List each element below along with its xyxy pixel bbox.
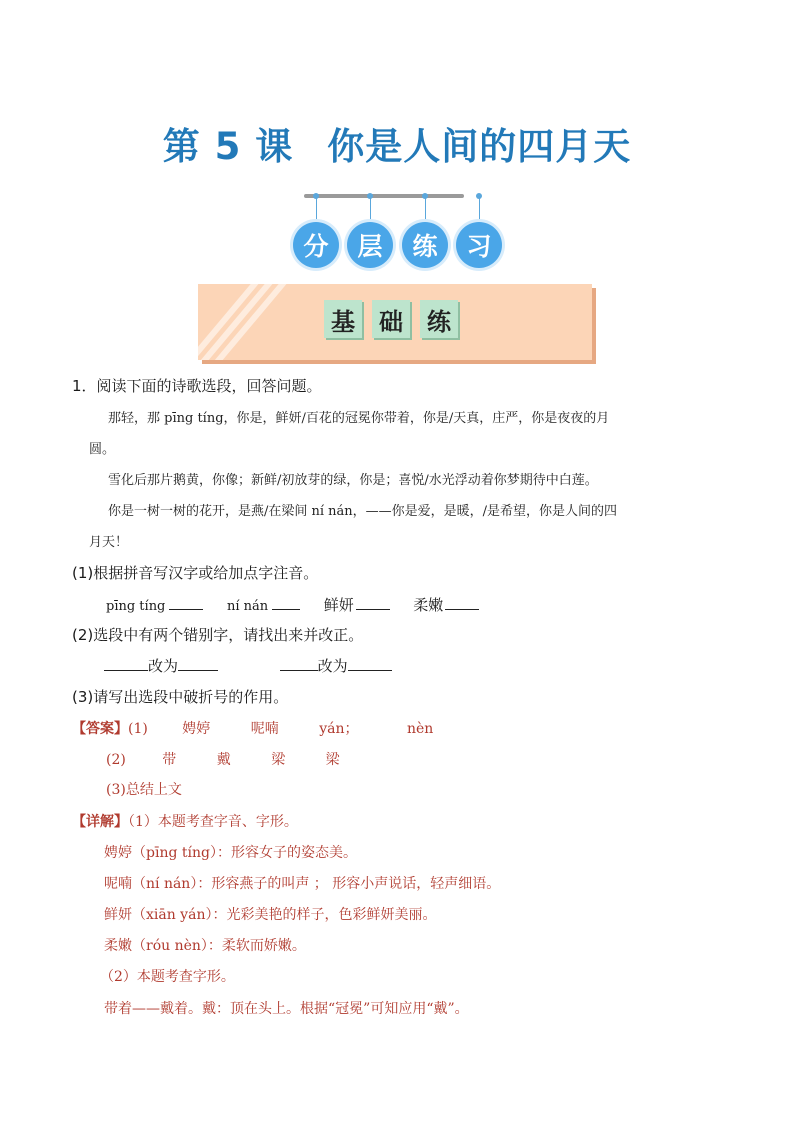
tab-circle: 习 <box>456 222 502 268</box>
explain-item: 娉婷（pīng tíng）：形容女子的姿态美。 <box>104 845 357 861</box>
page-title <box>0 116 794 170</box>
hanger-string <box>370 198 371 222</box>
answer-blank[interactable] <box>445 595 479 610</box>
poem-line: 雪化后那片鹅黄，你像；新鲜/初放芽的绿，你是；喜悦/水光浮动着你梦期待中白莲。 <box>108 473 598 488</box>
subquestion-2: (2)选段中有两个错别字，请找出来并改正。 <box>72 626 364 644</box>
answer-row-1: 【答案】(1) 娉婷 呢喃 yán； nèn <box>72 721 434 737</box>
hanger-string <box>479 198 480 222</box>
answer-blank[interactable] <box>348 656 392 671</box>
answer-blank[interactable] <box>356 595 390 610</box>
explain-item: 鲜妍（xiān yán）：光彩美艳的样子，色彩鲜妍美丽。 <box>104 907 437 923</box>
hanger-string <box>425 198 426 222</box>
tab-circle: 分 <box>293 222 339 268</box>
question-stem: 1．阅读下面的诗歌选段，回答问题。 <box>72 377 322 395</box>
poem-line: 你是一树一树的花开，是燕/在梁间 ní nán，——你是爱，是暖，/是希望，你是人间的四 <box>108 504 618 519</box>
answer-blank[interactable] <box>178 656 218 671</box>
section-char: 基 <box>324 300 362 338</box>
answer-blank[interactable] <box>169 595 203 610</box>
hanger-bar <box>304 194 464 198</box>
explain-item: 呢喃（ní nán）：形容燕子的叫声 ； 形容小声说话，轻声细语。 <box>104 876 501 892</box>
section-char: 础 <box>372 300 410 338</box>
hanger-string <box>316 198 317 222</box>
answer-blank[interactable] <box>104 656 148 671</box>
correction-row: 改为 改为 <box>104 655 392 676</box>
subquestion-1: (1)根据拼音写汉字或给加点字注音。 <box>72 564 319 582</box>
answer-blank[interactable] <box>272 595 300 610</box>
explain-intro: 【详解】（1）本题考查字音、字形。 <box>72 814 298 830</box>
answer-blank[interactable] <box>280 656 318 671</box>
lesson-number: 第 5 课 <box>162 125 294 168</box>
poem-line: 那轻，那 pīng tíng，你是，鲜妍/百花的冠冕你带着，你是/天真，庄严，你是夜夜的月 <box>108 411 610 426</box>
explain-intro-2: （2）本题考查字形。 <box>100 969 235 985</box>
tab-circle: 练 <box>402 222 448 268</box>
section-char: 练 <box>420 300 458 338</box>
subquestion-3: (3)请写出选段中破折号的作用。 <box>72 688 289 706</box>
poem-line: 圆。 <box>89 442 116 457</box>
explain-label: 【详解】 <box>72 814 128 830</box>
answer-label: 【答案】 <box>72 721 128 737</box>
answer-row-3: (3)总结上文 <box>106 782 182 798</box>
explain-item: 带着——戴着。戴：顶在头上。根据“冠冕”可知应用“戴”。 <box>104 1001 469 1017</box>
fill-in-row: pīng tíng ní nán 鲜妍 柔嫩 <box>106 594 479 615</box>
tab-circle: 层 <box>347 222 393 268</box>
lesson-name: 你是人间的四月天 <box>327 125 632 168</box>
poem-line: 月天！ <box>89 535 129 550</box>
answer-row-2: (2) 带 戴 梁 梁 <box>106 752 340 768</box>
explain-item: 柔嫩（róu nèn）：柔软而娇嫩。 <box>104 938 306 954</box>
